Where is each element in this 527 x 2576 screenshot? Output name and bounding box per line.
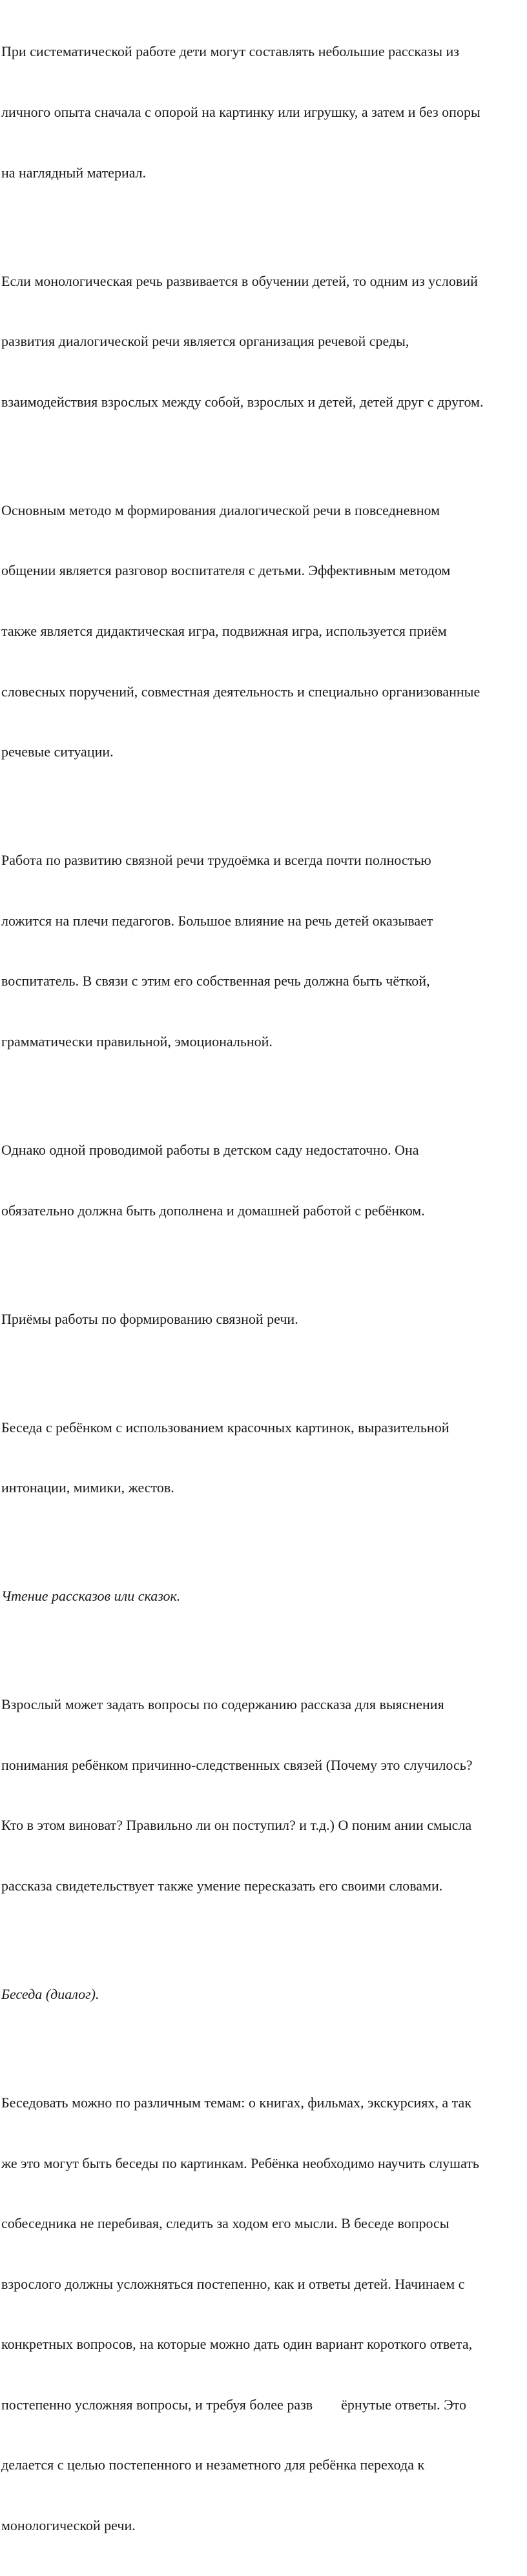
text-line: Приёмы работы по формированию связной речи. <box>1 1310 298 1327</box>
subheading-dialogue <box>1 1944 527 2045</box>
text-line: постепенно усложняя вопросы, и требуя более разв ёрнутые ответы. Это <box>1 2396 466 2413</box>
text-line: Однако одной проводимой работы в детском саду недостаточно. Она <box>1 1141 419 1158</box>
text-line: конкретных вопросов, на которые можно дать один вариант короткого ответа, <box>1 2336 473 2353</box>
text-line: речевые ситуации. <box>1 744 114 760</box>
text-line: делается с целью постепенного и незаметного для ребёнка перехода к <box>1 2457 425 2473</box>
text-line: Кто в этом виноват? Правильно ли он поступил? и т.д.) О поним ании смысла <box>1 1817 472 1834</box>
text-line: рассказа свидетельствует также умение пересказать его своими словами. <box>1 1877 443 1894</box>
text-line: монологической речи. <box>1 2517 136 2534</box>
text-line: При систематической работе дети могут составлять небольшие рассказы из <box>1 43 459 60</box>
text-line: Если монологическая речь развивается в обучении детей, то одним из условий <box>1 272 478 289</box>
paragraph-dialogue-topics <box>1 2053 527 2576</box>
paragraph-story-composition <box>1 0 527 223</box>
text-line: на наглядный материал. <box>1 164 147 181</box>
text-line: также является дидактическая игра, подвижная игра, используется приём <box>1 622 447 639</box>
text-line: понимания ребёнком причинно-следственных связей (Почему это случилось? <box>1 1756 473 1773</box>
text-line: взрослого должны усложняться постепенно, как и ответы детей. Начинаем с <box>1 2275 465 2292</box>
text-line: Работа по развитию связной речи трудоёмка и всегда почти полностью <box>1 852 431 869</box>
text-line: собеседника не перебивая, следить за ходом его мысли. В беседе вопросы <box>1 2215 450 2232</box>
subheading-reading-stories <box>1 1546 527 1647</box>
paragraph-speech-environment <box>1 230 527 452</box>
text-line: общении является разговор воспитателя с детьми. Эффективным методом <box>1 562 451 579</box>
text-line: Взрослый может задать вопросы по содержанию рассказа для выяснения <box>1 1696 444 1713</box>
text-line: Беседа с ребёнком с использованием красочных картинок, выразительной <box>1 1419 450 1435</box>
text-line: личного опыта сначала с опорой на картинку или игрушку, а затем и без опоры <box>1 104 480 120</box>
text-line: обязательно должна быть дополнена и домашней работой с ребёнком. <box>1 1202 425 1219</box>
text-line: Чтение рассказов или сказок. <box>1 1588 181 1605</box>
paragraph-home-work <box>1 1100 527 1261</box>
text-line: Беседа (диалог). <box>1 1985 99 2002</box>
paragraph-main-method <box>1 460 527 802</box>
paragraph-techniques-heading <box>1 1268 527 1369</box>
text-line: словесных поручений, совместная деятельность и специально организованные <box>1 683 480 700</box>
text-line: интонации, мимики, жестов. <box>1 1479 174 1496</box>
text-line: грамматически правильной, эмоциональной. <box>1 1033 273 1050</box>
text-line: Беседовать можно по различным темам: о книгах, фильмах, экскурсиях, а так <box>1 2094 471 2111</box>
paragraph-teacher-role <box>1 810 527 1092</box>
text-line: же это могут быть беседы по картинкам. Ребёнка необходимо научить слушать <box>1 2155 479 2171</box>
text-line: развития диалогической речи является организация речевой среды, <box>1 333 409 350</box>
text-line: Основным методо м формирования диалогической речи в повседневном <box>1 502 440 518</box>
text-line: взаимодействия взрослых между собой, взрослых и детей, детей друг с другом. <box>1 393 484 410</box>
text-line: воспитатель. В связи с этим его собственная речь должна быть чёткой, <box>1 973 430 989</box>
paragraph-adult-questions <box>1 1654 527 1936</box>
paragraph-conversation-with-child <box>1 1377 527 1538</box>
text-line: ложится на плечи педагогов. Большое влияние на речь детей оказывает <box>1 912 433 929</box>
